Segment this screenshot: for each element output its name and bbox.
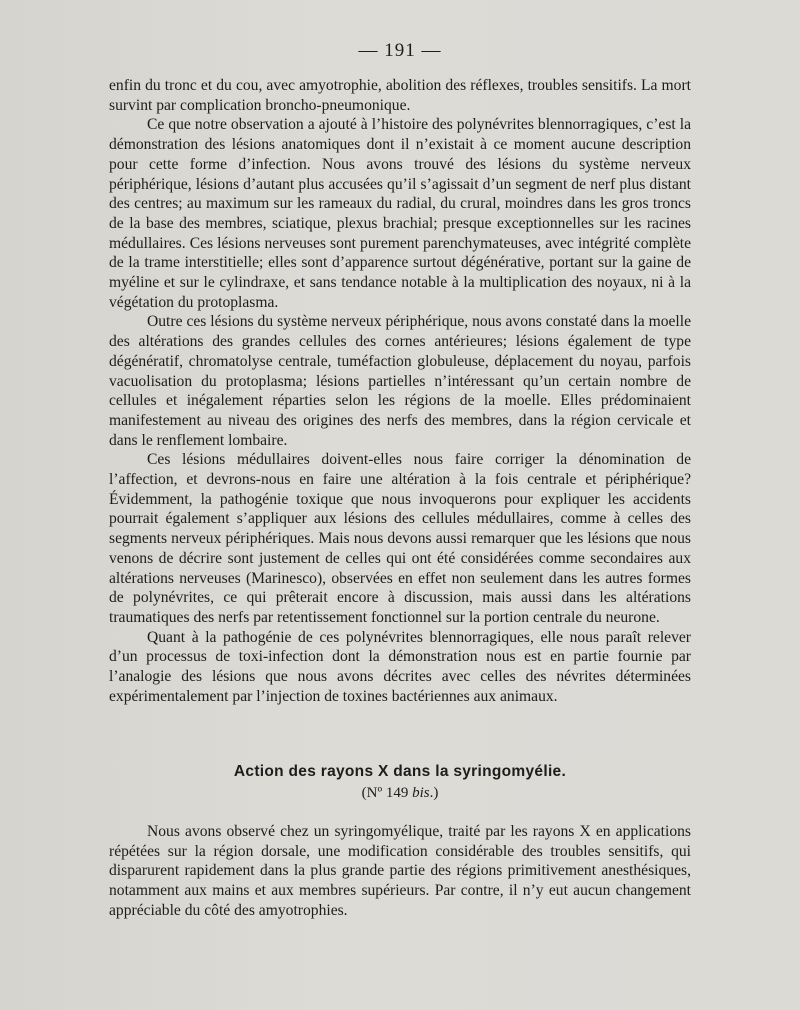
page-number: — 191 —: [358, 40, 442, 61]
paragraph-toxi-infection: Quant à la pathogénie de ces polynévrites blennorragiques, elle nous paraît relever d’un processus de toxi-infection dont la démonstration nous est en partie fournie par l’analogie des lésions que nous avons décrites avec celles des névrites déterminées expérimentalement par l’injection de toxines bactériennes aux animaux.: [109, 628, 691, 705]
ref-end: .): [429, 785, 439, 801]
main-text: [109, 76, 691, 707]
paragraph-observation: Ce que notre observation a ajouté à l’histoire des polynévrites blennorragiques, c’est la démonstration des lésions anatomiques dont il n’existait à ce moment aucune description pour cette forme d’infection. Nous avons trouvé des lésions du système nerveux périphérique, lésions d’autant plus accusées qu’il s’agissait d’un segment de nerf plus distant des centres; au maximum sur les rameaux du radial, du crural, moindres dans les gros troncs de la base des membres, sciatique, plexus brachial; presque exceptionnelles sur les racines médullaires. Ces lésions nerveuses sont purement parenchymateuses, avec intégrité complète de la trame interstitielle; elles sont d’apparence surtout dégénérative, portant sur la gaine de myéline et sur le cylindraxe, et sans tendance notable à la multiplication des noyaux, ni à la végétation du protoplasma.: [109, 116, 691, 311]
section-reference: [109, 785, 691, 802]
section-title: Action des rayons X dans la syringomyélie.: [233, 763, 567, 780]
section-body: Nous avons observé chez un syringomyélique, traité par les rayons X en applications répétées sur la région dorsale, une modification considérable des troubles sensitifs, qui disparurent rapidement dans la plus grande partie des régions primitivement anesthésiques, notamment aux mains et aux membres supérieurs. Par contre, il n’y eut aucun changement appréciable du côté des amyotrophies.: [109, 823, 691, 919]
paragraph-medullary-lesions: Outre ces lésions du système nerveux périphérique, nous avons constaté dans la moelle des altérations des grandes cellules des cornes antérieures; lésions également de type dégénératif, chromatolyse centrale, tuméfaction globuleuse, déplacement du noyau, parfois vacuolisation du protoplasma; lésions partielles n’intéressant qu’un certain nombre de cellules et inégalement réparties selon les régions de la moelle. Elles prédominaient manifestement au niveau des origines des nerfs des membres, dans la région cervicale et dans le renflement lombaire.: [109, 313, 691, 449]
ref-prefix: (Nº 149: [361, 785, 413, 801]
paragraph-continuation: enfin du tronc et du cou, avec amyotrophie, abolition des réflexes, troubles sensitifs. La mort survint par complication broncho-pneumonique.: [109, 77, 691, 114]
ref-suffix: bis: [412, 785, 430, 801]
paragraph-pathogenesis-question: Ces lésions médullaires doivent-elles nous faire corriger la dénomination de l’affection, et devrons-nous en faire une altération à la fois centrale et périphérique? Évidemment, la pathogénie toxique que nous invoquerons pour expliquer les accidents pourrait également s’appliquer aux lésions des cellules médullaires, comme à celles des segments nerveux périphériques. Mais nous devons aussi remarquer que les lésions que nous venons de décrire sont justement de celles qui ont été considérées comme secondaires aux altérations nerveuses (Marinesco), observées en effet non seulement dans les autres formes de polynévrites, ce qui prêterait encore à discussion, mais aussi dans les altérations traumatiques des nerfs par retentissement fonctionnel sur la portion centrale du neurone.: [109, 451, 691, 626]
section-xray: [109, 763, 691, 921]
